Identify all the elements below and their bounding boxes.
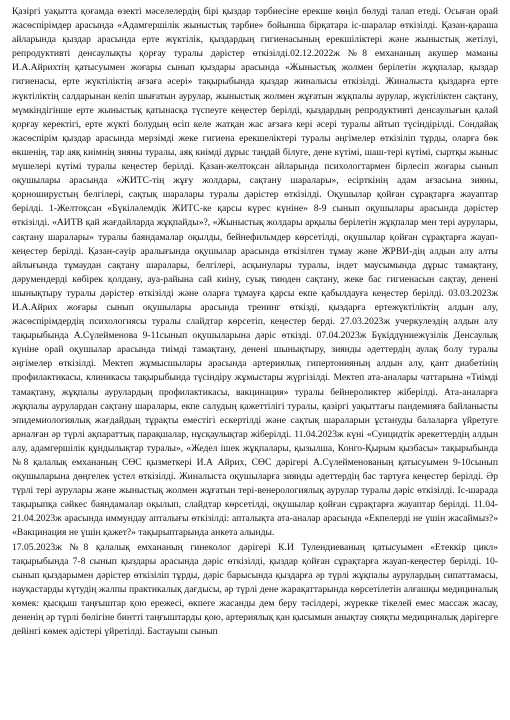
paragraph-1: Қазіргі уақытта қоғамда өзекті мәселелердің бірі қыздар тәрбиесіне ерекше көңіл бөлуді талап етеді. Осыған орай жасөспірімдер арасында «Адамгершілік жыныстық тәрбие» бойынша бірқатара іс-шаралар өткізілді. Қазан-қараша айларында қыздар арасында ерте жүктілік, қыздардың гигиенасының ерекшіліктері және жыныстық жетілуі, репродуктивті денсаулықты қорғау туралы дәрістер өткізілді.02.12.2022ж №8 емхананың акушер маманы И.А.Айрихтің қатысуымен жоғары сынып қыздары арасында «Жыныстық жолмен берілетін жұқпалар, қыздар гигиенасы, ерте жүктіліктің ағзаға әсері» тақырыбында қыздар жиналысы өткізілді. Жиналыста қыздарға ерте жүктіліктің салдарынан келіп шығатын аурулар, жыныстық жолмен жұғатын жұқпалы аурулар, жүктіліктен сақтану, мүмкіндігінше ерте жыныстық қатынасқа түспеуге кеңестер берілді, қыздардың репродуктивті денсаулығын қалай қорғау керектігі, ерте жүкті болудың өсіп келе жатқан жас ағзаға кері әсері туралы айтып түсіндірілді. Сондайақ жасөспірім қыздар арасында мерзімді жеке гигиена ерекшеліктері туралы әңгімелер өткізіліп тұрды, оларға бөк өкшенің, тар аяқ киімнің зияны туралы, аяқ киімді дұрыс таңдай білуге, дене күтімі, шаш-тері күтімі, сыртқы жыныс мүшелері күтімі туралы кеңестер берілді. Қазан-желтоқсан айларында психологтармен бірлесіп жоғары сынып оқушылары арасында «ЖИТС-тің жұғу жолдары, сақтану шаралары», есірткінің адам ағзасына зияны, қорноширустың белгілері, сақтық шаралары туралы дәрістер өткізілді. Оқушылар қойған сұрақтарға жауаптар берілді. 1-Желтоқсан «Бүкіләлемдік ЖИТС-ке қарсы күрес күніне» 8-9 сынып оқушылары арасында дәрістер өткізілді. «АИТВ қай жағдайларда жұқпайды»?, «Жыныстық жолдары арқылы берілетін жұқпалар мен тері аурулары, сақтану шаралары» туралы баяндамалар оқылды, бейнефильмдер көрсетілді, оқушылар қойған сұрақтарға жауап-кеңестер берілді. Қазан-сәуір аралығында оқушылар арасында өткізілген тұмау және ЖРВИ-дің алдын алу алты айлығында тұмаудан сақтану шаралары, белгілері, асқынулары туралы, індет маусымында дұрыс тамақтану, дәрумендерді көбірек қолдану, ауа-райына сай киіну, суық тиюден сақтану, жеке бас гигиенасын сақтау, денені шынықтыру туралы дәрістер өткізілді және оларға тұмауға қарсы екпе қабылдауға кеңестер берілді. 03.03.2023ж И.А.Айрих жоғары сынып оқушылары арасында тренинг өткізді, қыздарға ертежүктіліктің алдын алу, жасөспірімдердің психологиясы туралы слайдтар көрсетіп, кеңестер берді. 27.03.2023ж учеркулездің алдын алу тақырыбында А.Сүлейменова 9-11сынып оқушыларына дәріс өткізді. 07.04.2023ж Бүкіддүниежүзілік Денсаулық күніне орай оқушылар арасында тиімді тамақтану, денені шынықтыру, зиянды әдеттердің аулақ болу туралы әңгімелер өткізілді. Мектеп жұмысшылары арасында артериялық гипертонияның алдын алу, қант диабетінің профилактикасы, клиникасы тақырыбында түсіндіру жұмыстары жүргізілді. Мектеп ата-аналары чаттарына «Тиімді тамақтану, жұқпалы аурулардың профилактикасы, вакцинация» туралы бейнероликтер жіберілді. Ата-аналарға жұқпалы аурулардан сақтану шаралары, екпе салудың қажеттілігі туралы, қазіргі уақыттағы пандемияға байланысты эпидемиологиялық жағдайдың тұрақты еместігі ескертілді және сақтық шараларын ұстануды балаларға үйретуге арналған әр түрлі ақпараттық парақшалар, нұсқаулықтар жіберілді. 11.04.2023ж күні «Суицидтік әрекеттердің алдын алу, адамгершілік құндылықтар туралы», «Жедел ішек жұқпалары, қызылша, Конго-Қырым қызбасы» тақырыбында №8 қалалық емхананың СӨС қызметкері И.А Айрих, СӨС дәрігері А.Сүлейменованың қатысуымен 9-10сынып оқушыларына дөңгелек үстел өткізілді. Жиналыста оқушыларға зиянды әдеттердің бас тартуға кеңестер берілді. Әр түрлі тері аурулары және жыныстық жолмен жұғатын тері-венерологиялық аурулар туралы дәріс өткізілді. Іс-шарада тақырыпқа сәйкес баяндамалар оқылып, слайдтар көрсетілді, оқушылар қойған сұрақтарға жауаптар берілді. 11.04-21.04.2023ж арасында иммундау апталығы өткізілді: апталықта ата-аналар арасында «Екпелерді не үшін жасаймыз?» «Вакцинация не үшін қажет?» тақырыптарында анкета алынды.	[12, 6, 498, 539]
paragraph-2: 17.05.2023ж №8 қалалық емхананың гинеколог дәрігері К.И Тулендиеваның қатысуымен «Етеккір цикл» тақырыбында 7-8 сынып қыздары арасында дәріс өткізілді, қыздар қойған сұрақтарға жауап-кеңестер берілді. 10-сынып қыздарымен дәрістер өткізіліп тұрды, дәріс барысында қыздарға әр түрлі жұқпалы аурулардың сипаттамасы, науқастарды күтудің жалпы практикалық дағдысы, әр түрлі дене жарақаттарында көрсетілетін алғашқы медициналық көмек: қысқыш таңғыштар қою ережесі, өкпеге жасанды дем беру тәсілдері, жүрекке тікелей емес массаж жасау, дененің әр түрлі бөлігіне бинтті таңғыштарды қою, артериялық қан қысымын анықтау сияқты медициналық дәрігерге дейінгі көмек әдістері үйретілді. Бастауыш сынып	[12, 541, 498, 638]
